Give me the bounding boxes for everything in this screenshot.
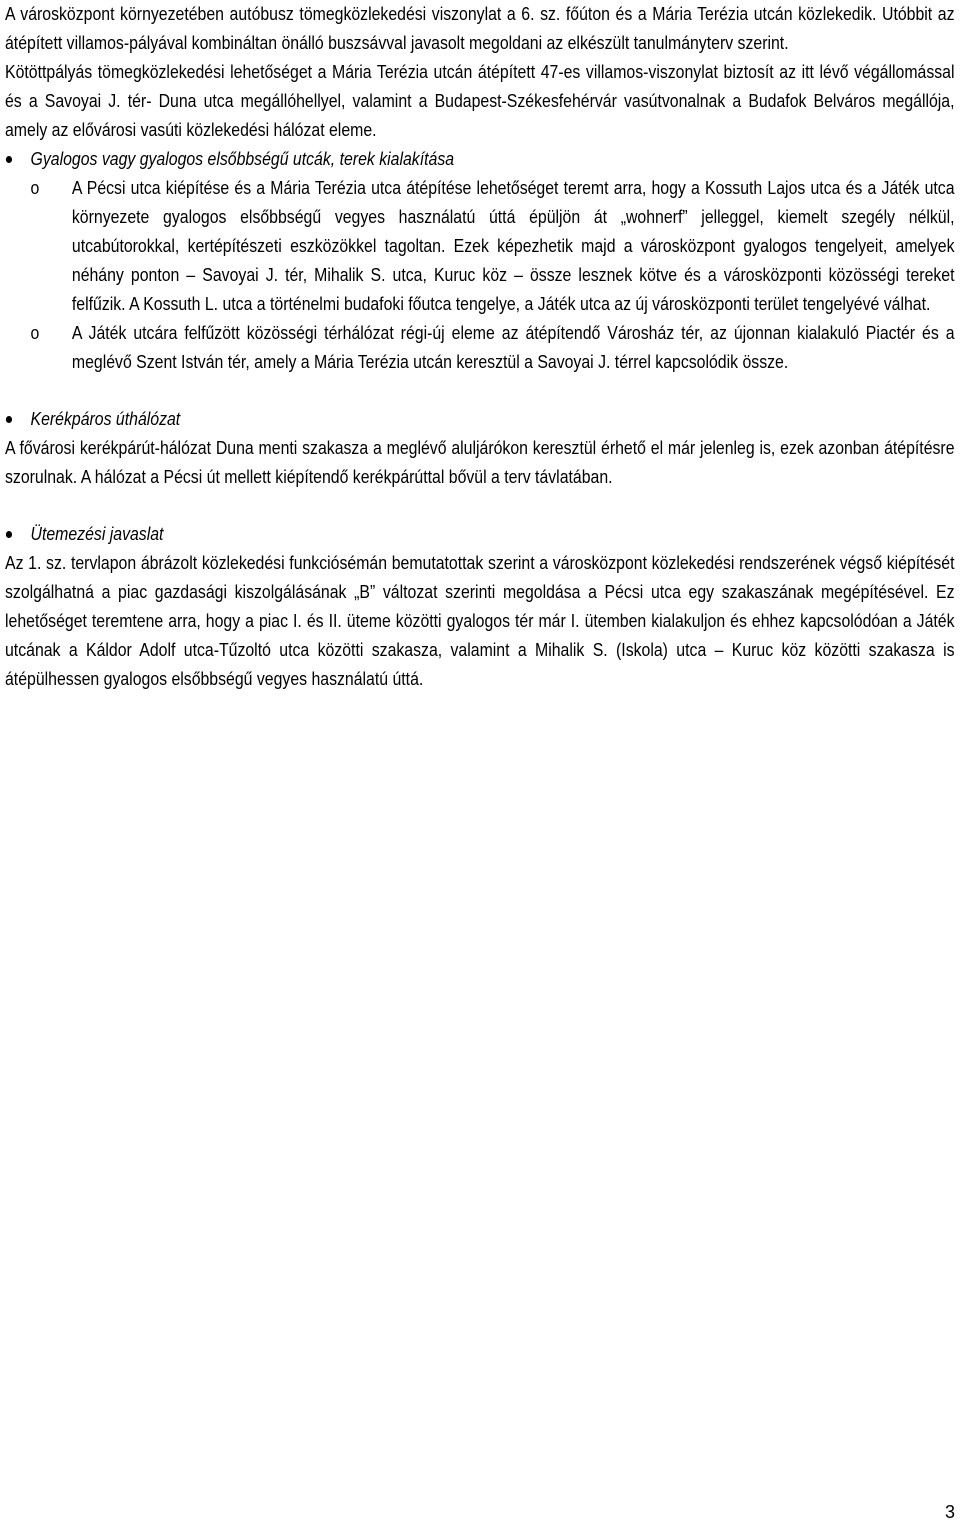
section-heading-schedule: Ütemezési javaslat — [30, 524, 164, 544]
bullet-icon — [6, 416, 12, 423]
list-item-text: A Játék utcára felfűzött közösségi térhálózat régi-új eleme az átépítendő Városház tér, az újonnan kialakuló Piactér és a meglévő Szent István tér, amely a Mária Terézia utcán keresztül a Savoyai J. térrel kapcsolódik össze. — [71, 323, 955, 372]
paragraph-rail: Kötöttpályás tömegközlekedési lehetőséget a Mária Terézia utcán átépített 47-es villamos-viszonylat biztosít az itt lévő végállomással és a Savoyai J. tér- Duna utca megállóhellyel, valamint a Budapest-Székesfehérvár vasútvonalnak a Budafok Belváros megállója, amely az elővárosi vasúti közlekedési hálózat eleme. — [5, 62, 955, 140]
section-heading-pedestrian: Gyalogos vagy gyalogos elsőbbségű utcák, terek kialakítása — [30, 149, 455, 169]
section-bike — [5, 405, 955, 434]
document-body — [5, 0, 955, 694]
spacer — [5, 492, 955, 520]
paragraph-schedule: Az 1. sz. tervlapon ábrázolt közlekedési funkciósémán bemutatottak szerint a városközpont közlekedési rendszerének végső kiépítését szolgálhatná a piac gazdasági kiszolgálásának „B” változat szerinti megoldása a Pécsi utca egy szakaszának megépítésével. Ez lehetőséget teremtene arra, hogy a piac I. és II. üteme közötti gyalogos tér már I. ütemben kialakuljon és ehhez kapcsolódóan a Játék utcának a Káldor Adolf utca-Tűzoltó utca közötti szakasza, valamint a Mihalik S. (Iskola) utca – Kuruc köz közötti szakasza is átépülhessen gyalogos elsőbbségű vegyes használatú úttá. — [5, 553, 955, 689]
section-pedestrian — [5, 145, 955, 174]
bullet-icon — [6, 156, 12, 163]
paragraph-bike: A fővárosi kerékpárút-hálózat Duna menti szakasza a meglévő aluljárókon keresztül érhető el már jelenleg is, ezek azonban átépítésre szorulnak. A hálózat a Pécsi út mellett kiépítendő kerékpárúttal bővül a terv távlatában. — [5, 438, 955, 487]
spacer — [5, 377, 955, 405]
section-heading-bike: Kerékpáros úthálózat — [30, 409, 181, 429]
page-number: 3 — [944, 1502, 955, 1522]
list-marker: o — [30, 178, 40, 198]
list-marker: o — [30, 323, 40, 343]
list-item — [5, 174, 955, 319]
paragraph-bus: A városközpont környezetében autóbusz tömegközlekedési viszonylat a 6. sz. főúton és a Mária Terézia utcán közlekedik. Utóbbit az átépített villamos-pályával kombináltan önálló buszsávval javasolt megoldani az elkészült tanulmányterv szerint. — [5, 4, 955, 53]
bullet-icon — [6, 531, 12, 538]
document-page — [5, 0, 955, 694]
list-item — [5, 319, 955, 377]
section-schedule — [5, 520, 955, 549]
list-item-text: A Pécsi utca kiépítése és a Mária Terézia utca átépítése lehetőséget teremt arra, hogy a Kossuth Lajos utca és a Játék utca környezete gyalogos elsőbbségű vegyes használatú úttá épüljön át „wohnerf” jelleggel, kiemelt szegély nélkül, utcabútorokkal, kertépítészeti eszközökkel tagoltan. Ezek képezhetik majd a városközpont gyalogos tengelyeit, amelyek néhány ponton – Savoyai J. tér, Mihalik S. utca, Kuruc köz – össze lesznek kötve és a városközponti közösségi tereket felfűzik. A Kossuth L. utca a történelmi budafoki főutca tengelye, a Játék utca az új városközponti terület tengelyévé válhat. — [71, 178, 955, 314]
